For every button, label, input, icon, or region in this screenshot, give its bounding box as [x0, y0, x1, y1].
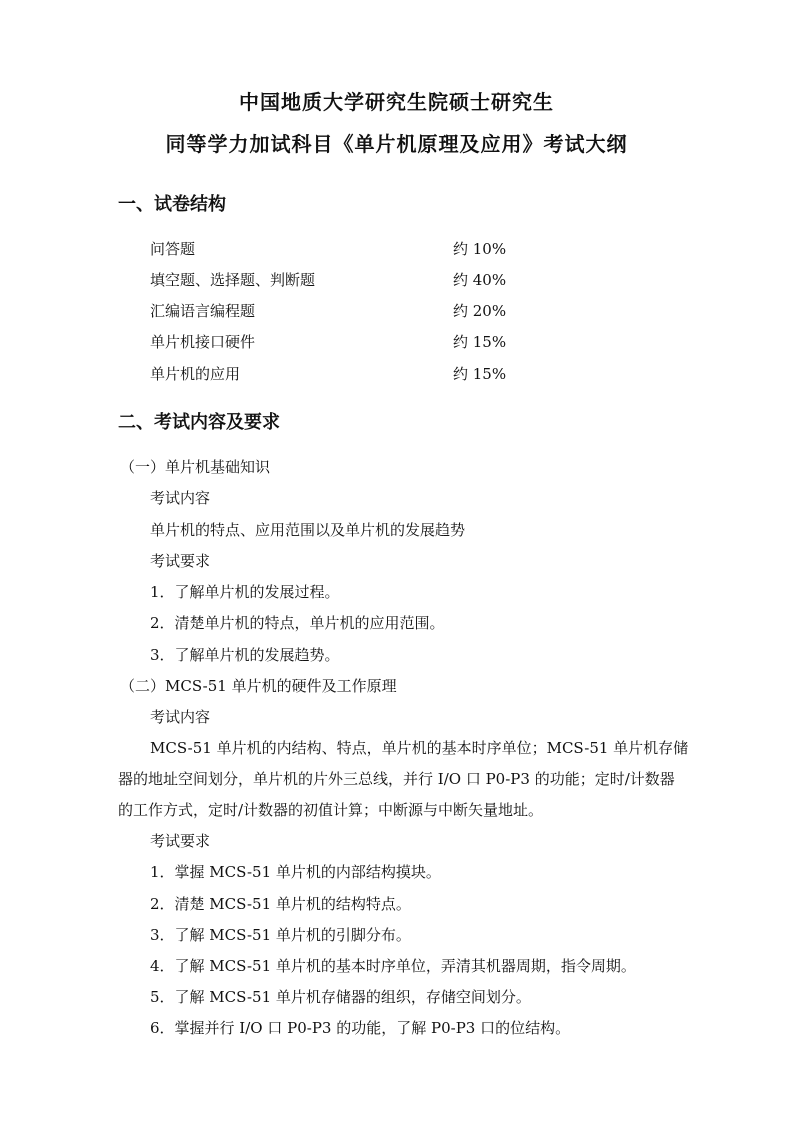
part2-req-item: 6．掌握并行 I/O 口 P0-P3 的功能，了解 P0-P3 口的位结构。 [150, 1019, 571, 1037]
structure-item-value: 约 40% [453, 271, 507, 289]
part2-req-item: 3．了解 MCS-51 单片机的引脚分布。 [150, 926, 411, 944]
part1-req-item: 2．清楚单片机的特点，单片机的应用范围。 [150, 614, 445, 632]
structure-item-value: 约 15% [453, 365, 507, 383]
part2-req-item: 4．了解 MCS-51 单片机的基本时序单位，弄清其机器周期，指令周期。 [150, 957, 636, 975]
part1-title: （一）单片机基础知识 [120, 458, 271, 476]
section2-heading: 二、考试内容及要求 [118, 412, 280, 433]
structure-item-value: 约 10% [453, 240, 507, 258]
part2-req-item: 5．了解 MCS-51 单片机存储器的组织，存储空间划分。 [150, 988, 531, 1006]
section1-heading: 一、试卷结构 [118, 194, 226, 215]
structure-item-label: 汇编语言编程题 [150, 302, 256, 320]
part1-content: 单片机的特点、应用范围以及单片机的发展趋势 [150, 521, 466, 539]
structure-item-label: 填空题、选择题、判断题 [150, 271, 316, 289]
part2-req-item: 2．清楚 MCS-51 单片机的结构特点。 [150, 895, 411, 913]
document-title-line1: 中国地质大学研究生院硕士研究生 [239, 90, 554, 114]
part2-content-line: MCS-51 单片机的内结构、特点，单片机的基本时序单位；MCS-51 单片机存储 [150, 739, 689, 757]
structure-item-label: 单片机接口硬件 [150, 333, 256, 351]
document-title-line2: 同等学力加试科目《单片机原理及应用》考试大纲 [165, 132, 628, 156]
part2-title: （二）MCS-51 单片机的硬件及工作原理 [120, 677, 397, 695]
structure-item-value: 约 20% [453, 302, 507, 320]
part1-req-item: 1．了解单片机的发展过程。 [150, 583, 340, 601]
part1-req-label: 考试要求 [150, 552, 211, 570]
part1-req-item: 3．了解单片机的发展趋势。 [150, 646, 340, 664]
part2-req-label: 考试要求 [150, 832, 211, 850]
structure-item-label: 问答题 [150, 240, 196, 258]
structure-item-label: 单片机的应用 [150, 365, 241, 383]
part2-content-line: 的工作方式，定时/计数器的初值计算；中断源与中断矢量地址。 [118, 801, 544, 819]
part2-req-item: 1．掌握 MCS-51 单片机的内部结构摸块。 [150, 863, 441, 881]
part2-content-label: 考试内容 [150, 708, 211, 726]
structure-item-value: 约 15% [453, 333, 507, 351]
part1-content-label: 考试内容 [150, 489, 211, 507]
part2-content-line: 器的地址空间划分，单片机的片外三总线，并行 I/O 口 P0-P3 的功能；定时/计数器 [118, 770, 675, 788]
